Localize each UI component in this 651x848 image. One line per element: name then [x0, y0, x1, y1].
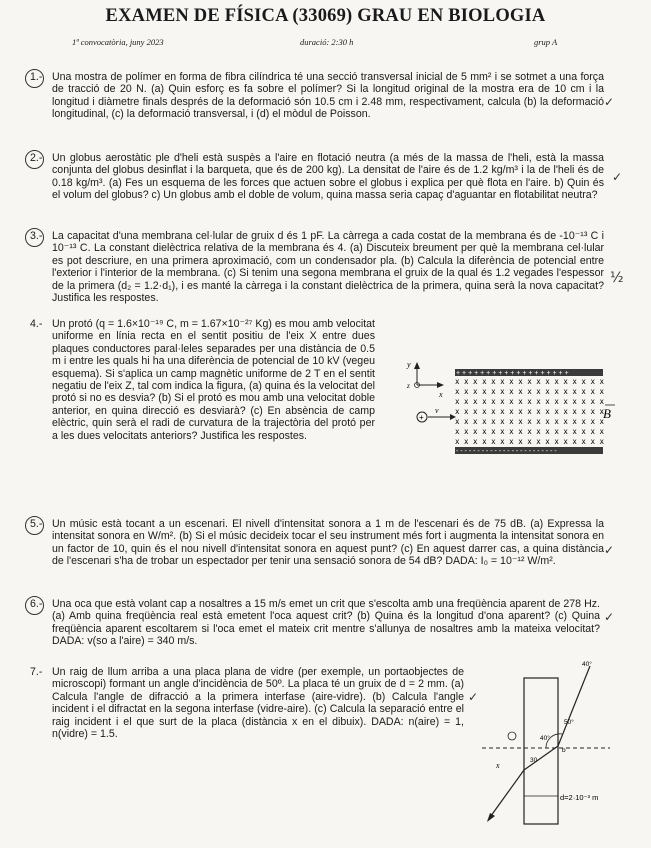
emergent-ray — [488, 770, 524, 820]
q5-check-mark: ✓ — [604, 543, 615, 557]
q7-number: 7.- — [30, 666, 43, 678]
angle-b: 40° — [540, 735, 550, 742]
positive-plate-signs: + + + + + + + + + + + + + + + + + + + — [456, 370, 569, 377]
x-arrow-icon — [437, 382, 444, 388]
figure-7-diagram — [478, 658, 628, 828]
y-label: y — [407, 360, 411, 369]
label-b: b — [562, 747, 566, 754]
glass-plate — [524, 678, 558, 824]
q3-number: 3.- — [30, 230, 43, 242]
b-field-label: B — [603, 406, 611, 421]
q1-check-mark: ✓ — [604, 95, 615, 109]
angle-c: 30 — [530, 757, 538, 764]
thickness-label: d=2·10⁻³ m — [560, 793, 599, 802]
incident-ray — [558, 666, 590, 746]
q1-text: Una mostra de polímer en forma de fibra cilíndrica té una secció transversal inicial de 5 mm² i se sotmet a una força de tracció de 20 N. (a) Quin esforç es fa sobre el polímer? Si la longitud original de la mostra era de 10 cm i la longitud i diàmetre finals després de la deformació són 10.5 cm i 2.48 mm, respectivament, calcula (b) la deformació longitudinal, (c) la deformació transversal, i (d) el mòdul de Poisson. — [52, 71, 604, 121]
convocatoria: 1ª convocatòria, juny 2023 — [72, 37, 164, 47]
field-row: x x x x x x x x x x x x x x x x x — [455, 437, 605, 446]
angle-top: 40° — [582, 661, 592, 668]
emergent-arrow-icon — [487, 813, 495, 822]
q1-number: 1.- — [30, 71, 43, 83]
q7-text: Un raig de llum arriba a una placa plana de vidre (per exemple, un portaobjectes de microscopi) formant un angle d'incidència de 50º. La placa té un gruix de d = 2 mm. (a) Calcula l'angle de difracció a la primera interfase (aire-vidre). (b) Calcula l'angle incident i el difractat en la segona interfase (vidre-aire). (c) Calcula la separació entre el raig incident i el que surt de la placa (distància x en el dibuix). DADA: n(aire) = 1, n(vidre) = 1.5. — [52, 666, 464, 741]
exam-title: EXAMEN DE FÍSICA (33069) GRAU EN BIOLOGIA — [105, 6, 546, 26]
y-arrow-icon — [414, 362, 420, 369]
q3-text: La capacitat d'una membrana cel·lular de gruix d és 1 pF. La càrrega a cada costat de la membrana és de -10⁻¹³ C i 10⁻¹³ C. La constant dielèctrica relativa de la membrana és 4. (a) Discuteix breument per què la membrana cel·lular es pot descriure, en una primera aproximació, com un condensador pla. (b) Calcula la diferència de potencial entre l'exterior i l'interior de la membrana. (c) Si tenim una segona membrana el gruix de la qual és 1.2 vegades l'espessor de la primera (d₂ = 1.2·d₁), i es manté la càrrega i la constant dielèctrica de la primera, quina serà la nova capacitat? Justifica les respostes. — [52, 230, 604, 305]
negative-plate-signs: - - - - - - - - - - - - - - - - - - - - - - - - — [456, 448, 557, 455]
q6-check-mark: ✓ — [604, 610, 615, 624]
field-row: x x x x x x x x x x x x x x x x x — [455, 407, 605, 416]
field-row: x x x x x x x x x x x x x x x x x — [455, 397, 605, 406]
x-label: x — [439, 390, 443, 399]
q6-number: 6.- — [30, 598, 43, 610]
field-row: x x x x x x x x x x x x x x x x x — [455, 377, 605, 386]
field-row: x x x x x x x x x x x x x x x x x — [455, 387, 605, 396]
q2-text: Un globus aerostàtic ple d'heli està suspès a l'aire en flotació neutra (a més de la massa de l'heli, està la massa conjunta del globus desinflat i la barqueta, que és de 200 kg). La densitat de l'aire és de 1.2 kg/m³ i la de l'heli és de 0.18 kg/m³. (a) Fes un esquema de les forces que actuen sobre el globus i explica per què flota en l'aire. b) Quin és el volum del globus? c) Un globus amb el doble de volum, quina massa seria capaç d'aguantar en flotabilitat neutra? — [52, 152, 604, 202]
field-row: x x x x x x x x x x x x x x x x x — [455, 427, 605, 436]
angle-a: 50° — [564, 719, 574, 726]
velocity-label: v — [435, 406, 439, 415]
proton-charge: + — [419, 413, 424, 422]
q7-check-mark: ✓ — [468, 690, 479, 704]
z-label: z — [407, 382, 410, 390]
q2-check-mark: ✓ — [612, 170, 623, 184]
label-circle — [508, 732, 516, 740]
q5-text: Un músic està tocant a un escenari. El nivell d'intensitat sonora a 1 m de l'escenari és de 75 dB. (a) Expressa la intensitat sonora en W/m². (b) Si el músic decideix tocar el seu instrument més fort i augmenta la intensitat sonora en un factor de 10, quin és el nou nivell d'intensitat sonora en aquest punt? (c) En aquest darrer cas, a quina distància de l'escenari s'ha de trobar un espectador per tenir una sensació sonora de 54 dB? DADA: I₀ = 10⁻¹² W/m². — [52, 518, 604, 568]
q4-text: Un protó (q = 1.6×10⁻¹⁹ C, m = 1.67×10⁻²⁷ Kg) es mou amb velocitat uniforme en línia recta en el sentit positiu de l'eix X entre dues plaques conductores paral·leles separades per una distància de 0.5 m i entre les quals hi ha una diferència de potencial de 10 kV (vegeu esquema). Si s'aplica un camp magnètic uniforme de 2 T en el sentit negatiu de l'eix Z, tal com indica la figura, (a) quina és la velocitat del protó si no es desvia? (b) Si el protó es mou amb una velocitat doble anterior, en quina direcció es desviarà? (c) En absència de camp elèctric, quin serà el radi de curvatura de la trajectòria del protó per a les dues velocitats anteriors? Justifica les respostes. — [52, 318, 375, 442]
figure-4-diagram — [395, 355, 620, 460]
x-distance-label: x — [496, 761, 500, 770]
duration: duració: 2:30 h — [300, 37, 354, 47]
q4-number: 4.- — [30, 318, 43, 330]
q2-number: 2.- — [30, 152, 43, 164]
q5-number: 5.- — [30, 518, 43, 530]
group: grup A — [534, 37, 558, 47]
field-row: x x x x x x x x x x x x x x x x x — [455, 417, 605, 426]
q3-half-mark: ½ — [610, 270, 624, 286]
q6-text: Una oca que està volant cap a nosaltres a 15 m/s emet un crit que s'escolta amb una freqüència aparent de 278 Hz. (a) Amb quina freqüència real està emetent l'oca aquest crit? (b) Quina és la longitud d'ona aparent? (c) Quina freqüència aparent escoltarem si l'oca emet el mateix crit mentre s'allunya de nosaltres amb la mateixa velocitat? DADA: v(so a l'aire) = 340 m/s. — [52, 598, 600, 648]
